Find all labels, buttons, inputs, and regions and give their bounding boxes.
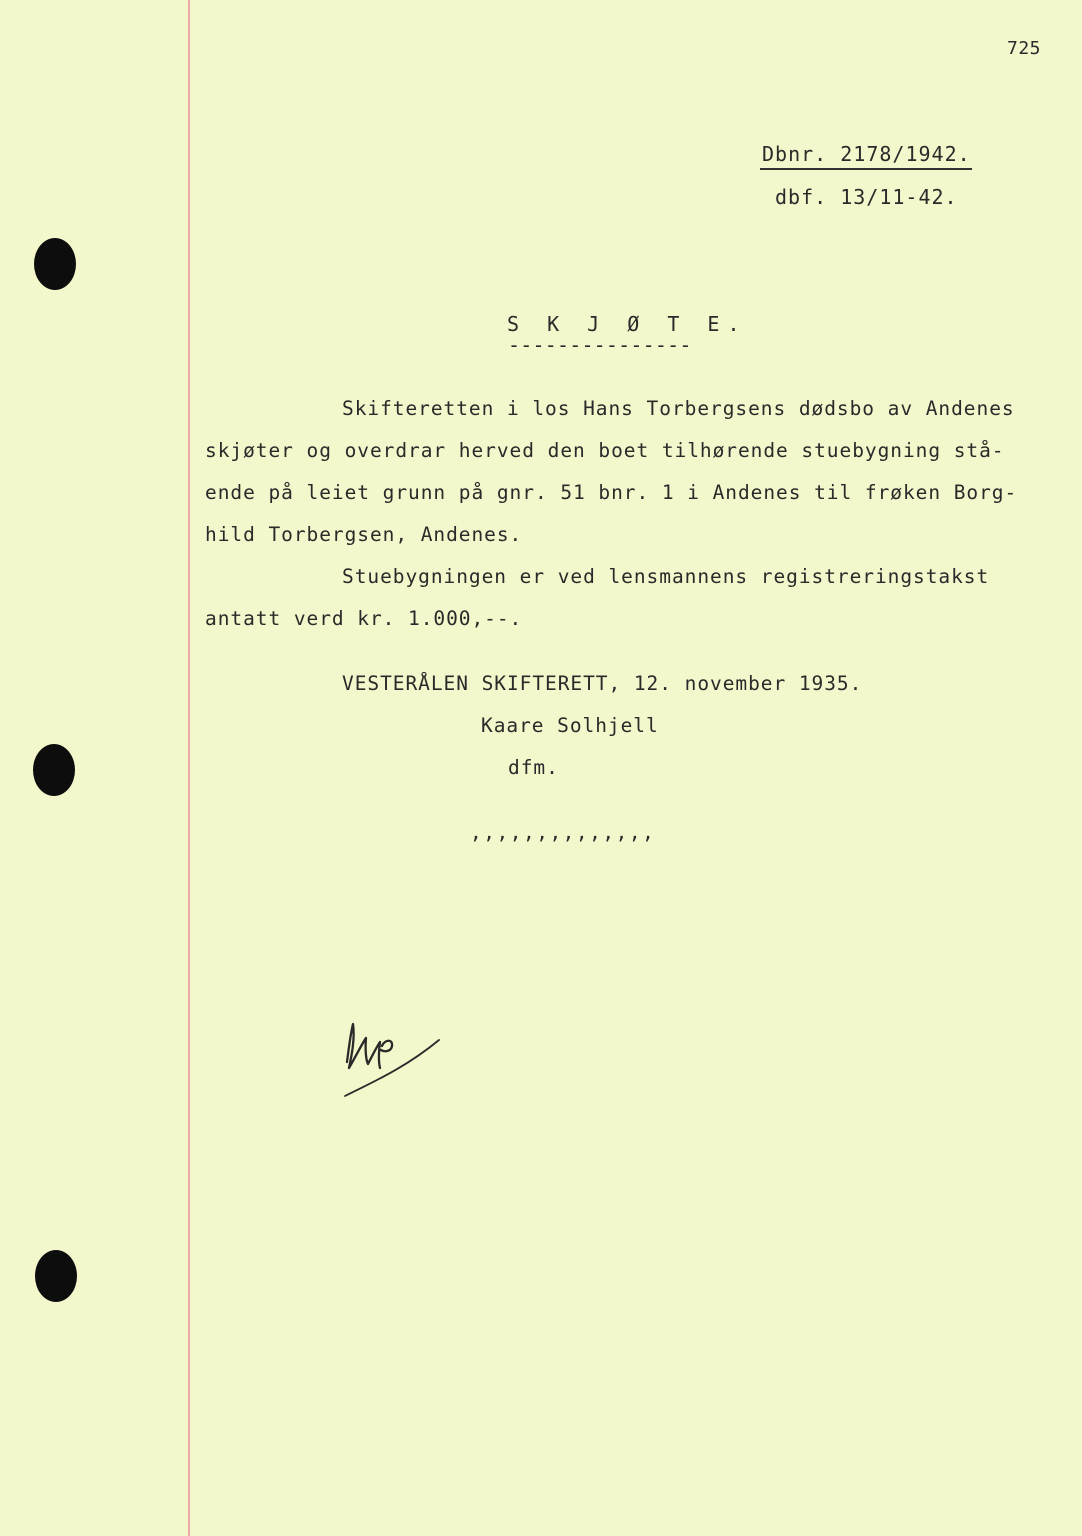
document-number: Dbnr. 2178/1942. [762, 142, 971, 166]
punch-hole [35, 1250, 77, 1302]
body-line: Skifteretten i los Hans Torbergsens dødsbo av Andenes [342, 397, 1015, 420]
signatory-title: dfm. [508, 756, 559, 779]
body-line: skjøter og overdrar herved den boet tilhørende stuebygning stå- [205, 439, 1005, 462]
document-number-underline [760, 168, 972, 170]
filed-date: dbf. 13/11-42. [775, 185, 958, 209]
body-line: hild Torbergsen, Andenes. [205, 523, 523, 546]
document-title: S K J Ø T E. [507, 312, 748, 336]
handwritten-initials [335, 1010, 455, 1105]
punch-hole [33, 744, 75, 796]
body-line: antatt verd kr. 1.000,--. [205, 607, 523, 630]
page-number: 725 [1007, 38, 1042, 59]
separator-line: ,,,,,,,,,,,,,, [470, 821, 656, 844]
closing-place-date: VESTERÅLEN SKIFTERETT, 12. november 1935. [342, 672, 863, 695]
body-line: ende på leiet grunn på gnr. 51 bnr. 1 i Andenes til frøken Borg- [205, 481, 1018, 504]
punch-hole [34, 238, 76, 290]
body-line: Stuebygningen er ved lensmannens registreringstakst [342, 565, 990, 588]
margin-rule [188, 0, 190, 1536]
signatory-name: Kaare Solhjell [481, 714, 659, 737]
title-underline: --------------- [508, 333, 692, 357]
